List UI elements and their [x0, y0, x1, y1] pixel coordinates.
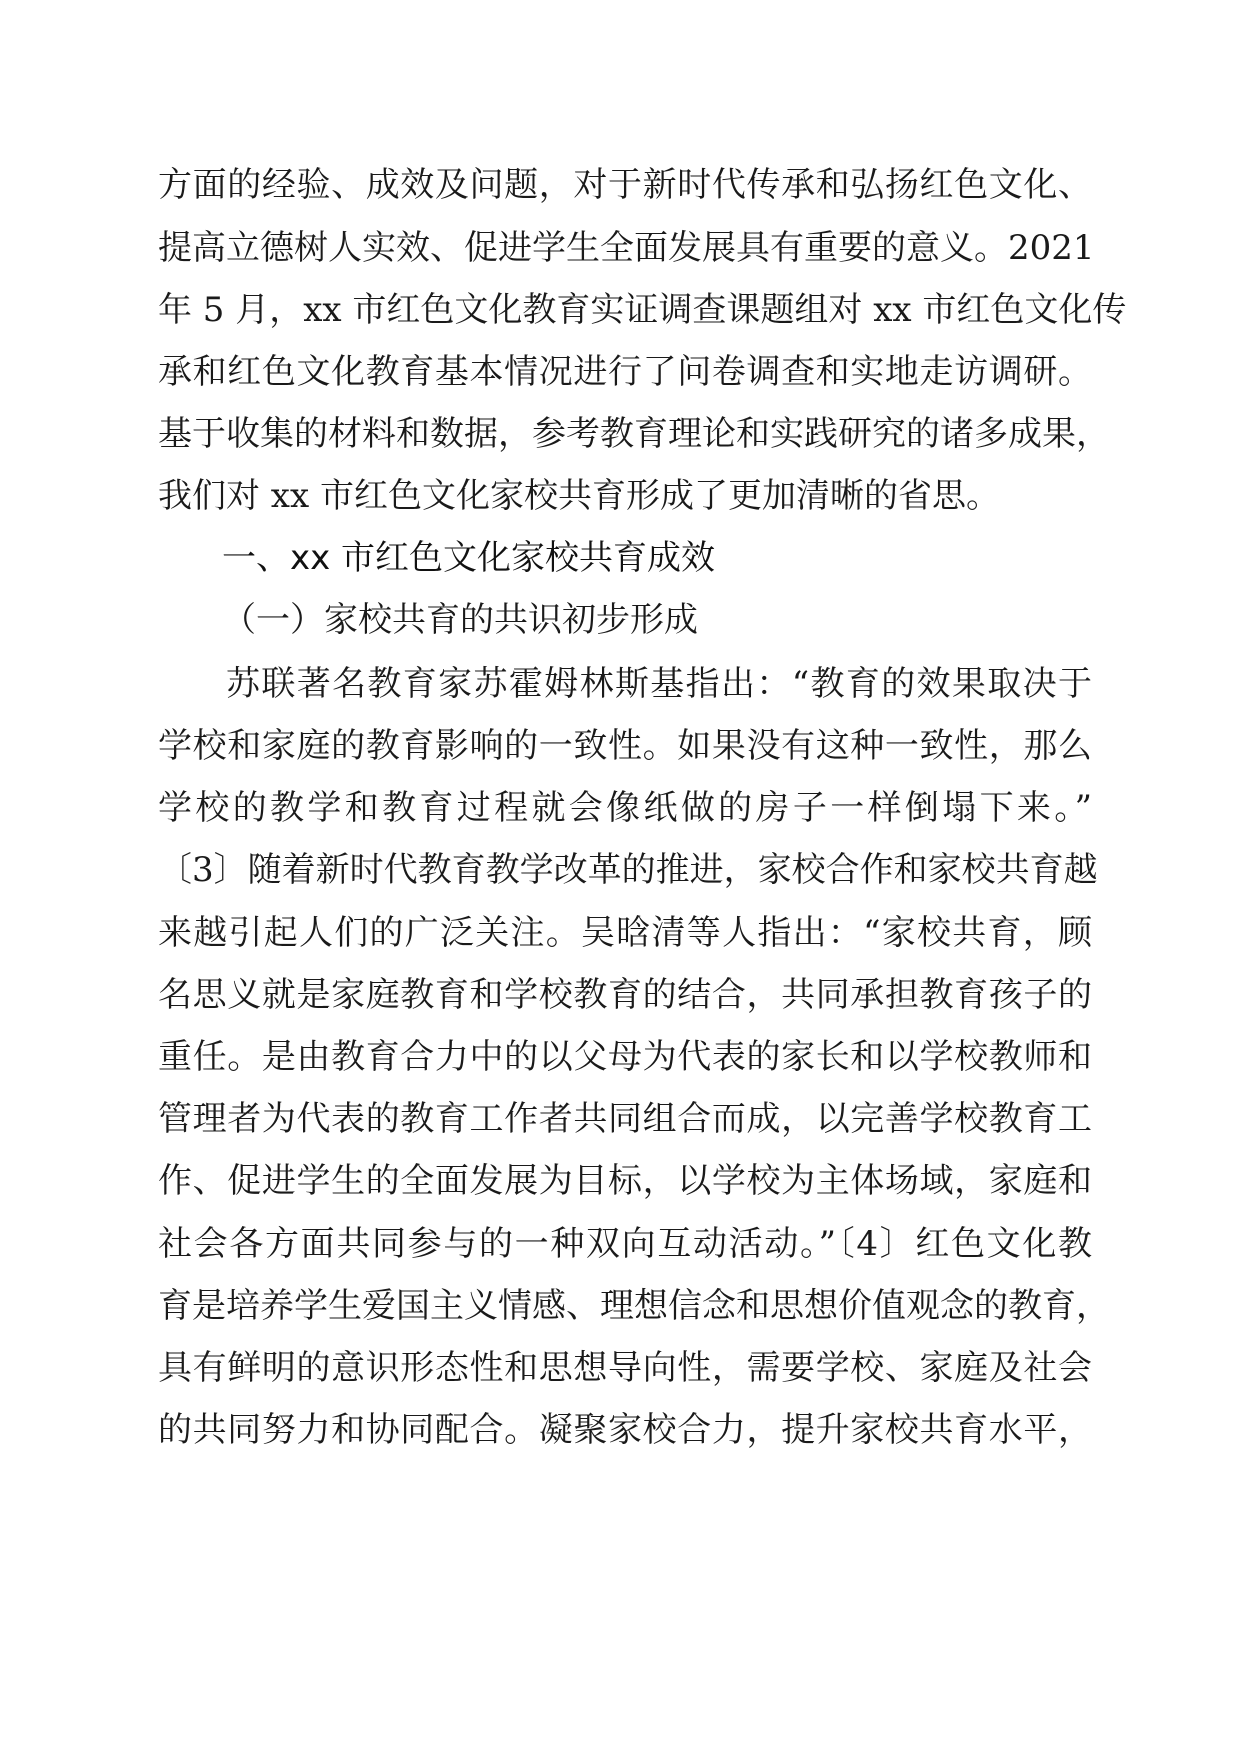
paragraph-line: 年 5 月，xx 市红色文化教育实证调查课题组对 xx 市红色文化传 — [158, 290, 1127, 330]
paragraph-line: 社会各方面共同参与的一种双向互动活动。”〔4〕红色文化教 — [158, 1224, 1092, 1264]
section-heading: 一、xx 市红色文化家校共育成效 — [222, 538, 716, 578]
paragraph-line: 名思义就是家庭教育和学校教育的结合，共同承担教育孩子的 — [158, 975, 1092, 1015]
paragraph-line: 具有鲜明的意识形态性和思想导向性，需要学校、家庭及社会 — [158, 1348, 1092, 1388]
paragraph-line: 管理者为代表的教育工作者共同组合而成，以完善学校教育工 — [158, 1099, 1092, 1139]
paragraph-line: 学校和家庭的教育影响的一致性。如果没有这种一致性，那么 — [158, 726, 1092, 766]
paragraph-line: 〔3〕随着新时代教育教学改革的推进，家校合作和家校共育越 — [158, 850, 1098, 890]
paragraph-line: 学校的教学和教育过程就会像纸做的房子一样倒塌下来。” — [158, 788, 1092, 828]
subsection-heading: （一）家校共育的共识初步形成 — [222, 600, 698, 640]
paragraph-line: 基于收集的材料和数据，参考教育理论和实践研究的诸多成果， — [158, 414, 1110, 454]
paragraph-line: 苏联著名教育家苏霍姆林斯基指出：“教育的效果取决于 — [226, 664, 1092, 704]
paragraph-line: 承和红色文化教育基本情况进行了问卷调查和实地走访调研。 — [158, 352, 1092, 392]
paragraph-line: 作、促进学生的全面发展为目标，以学校为主体场域，家庭和 — [158, 1161, 1092, 1201]
paragraph-line: 育是培养学生爱国主义情感、理想信念和思想价值观念的教育， — [158, 1286, 1110, 1326]
paragraph-line: 提高立德树人实效、促进学生全面发展具有重要的意义。2021 — [158, 228, 1095, 268]
paragraph-line: 的共同努力和协同配合。凝聚家校合力，提升家校共育水平， — [158, 1410, 1092, 1450]
paragraph-line: 来越引起人们的广泛关注。吴晗清等人指出：“家校共育，顾 — [158, 913, 1092, 953]
paragraph-line: 重任。是由教育合力中的以父母为代表的家长和以学校教师和 — [158, 1037, 1092, 1077]
paragraph-line: 我们对 xx 市红色文化家校共育形成了更加清晰的省思。 — [158, 476, 1000, 516]
paragraph-line: 方面的经验、成效及问题，对于新时代传承和弘扬红色文化、 — [158, 165, 1092, 205]
